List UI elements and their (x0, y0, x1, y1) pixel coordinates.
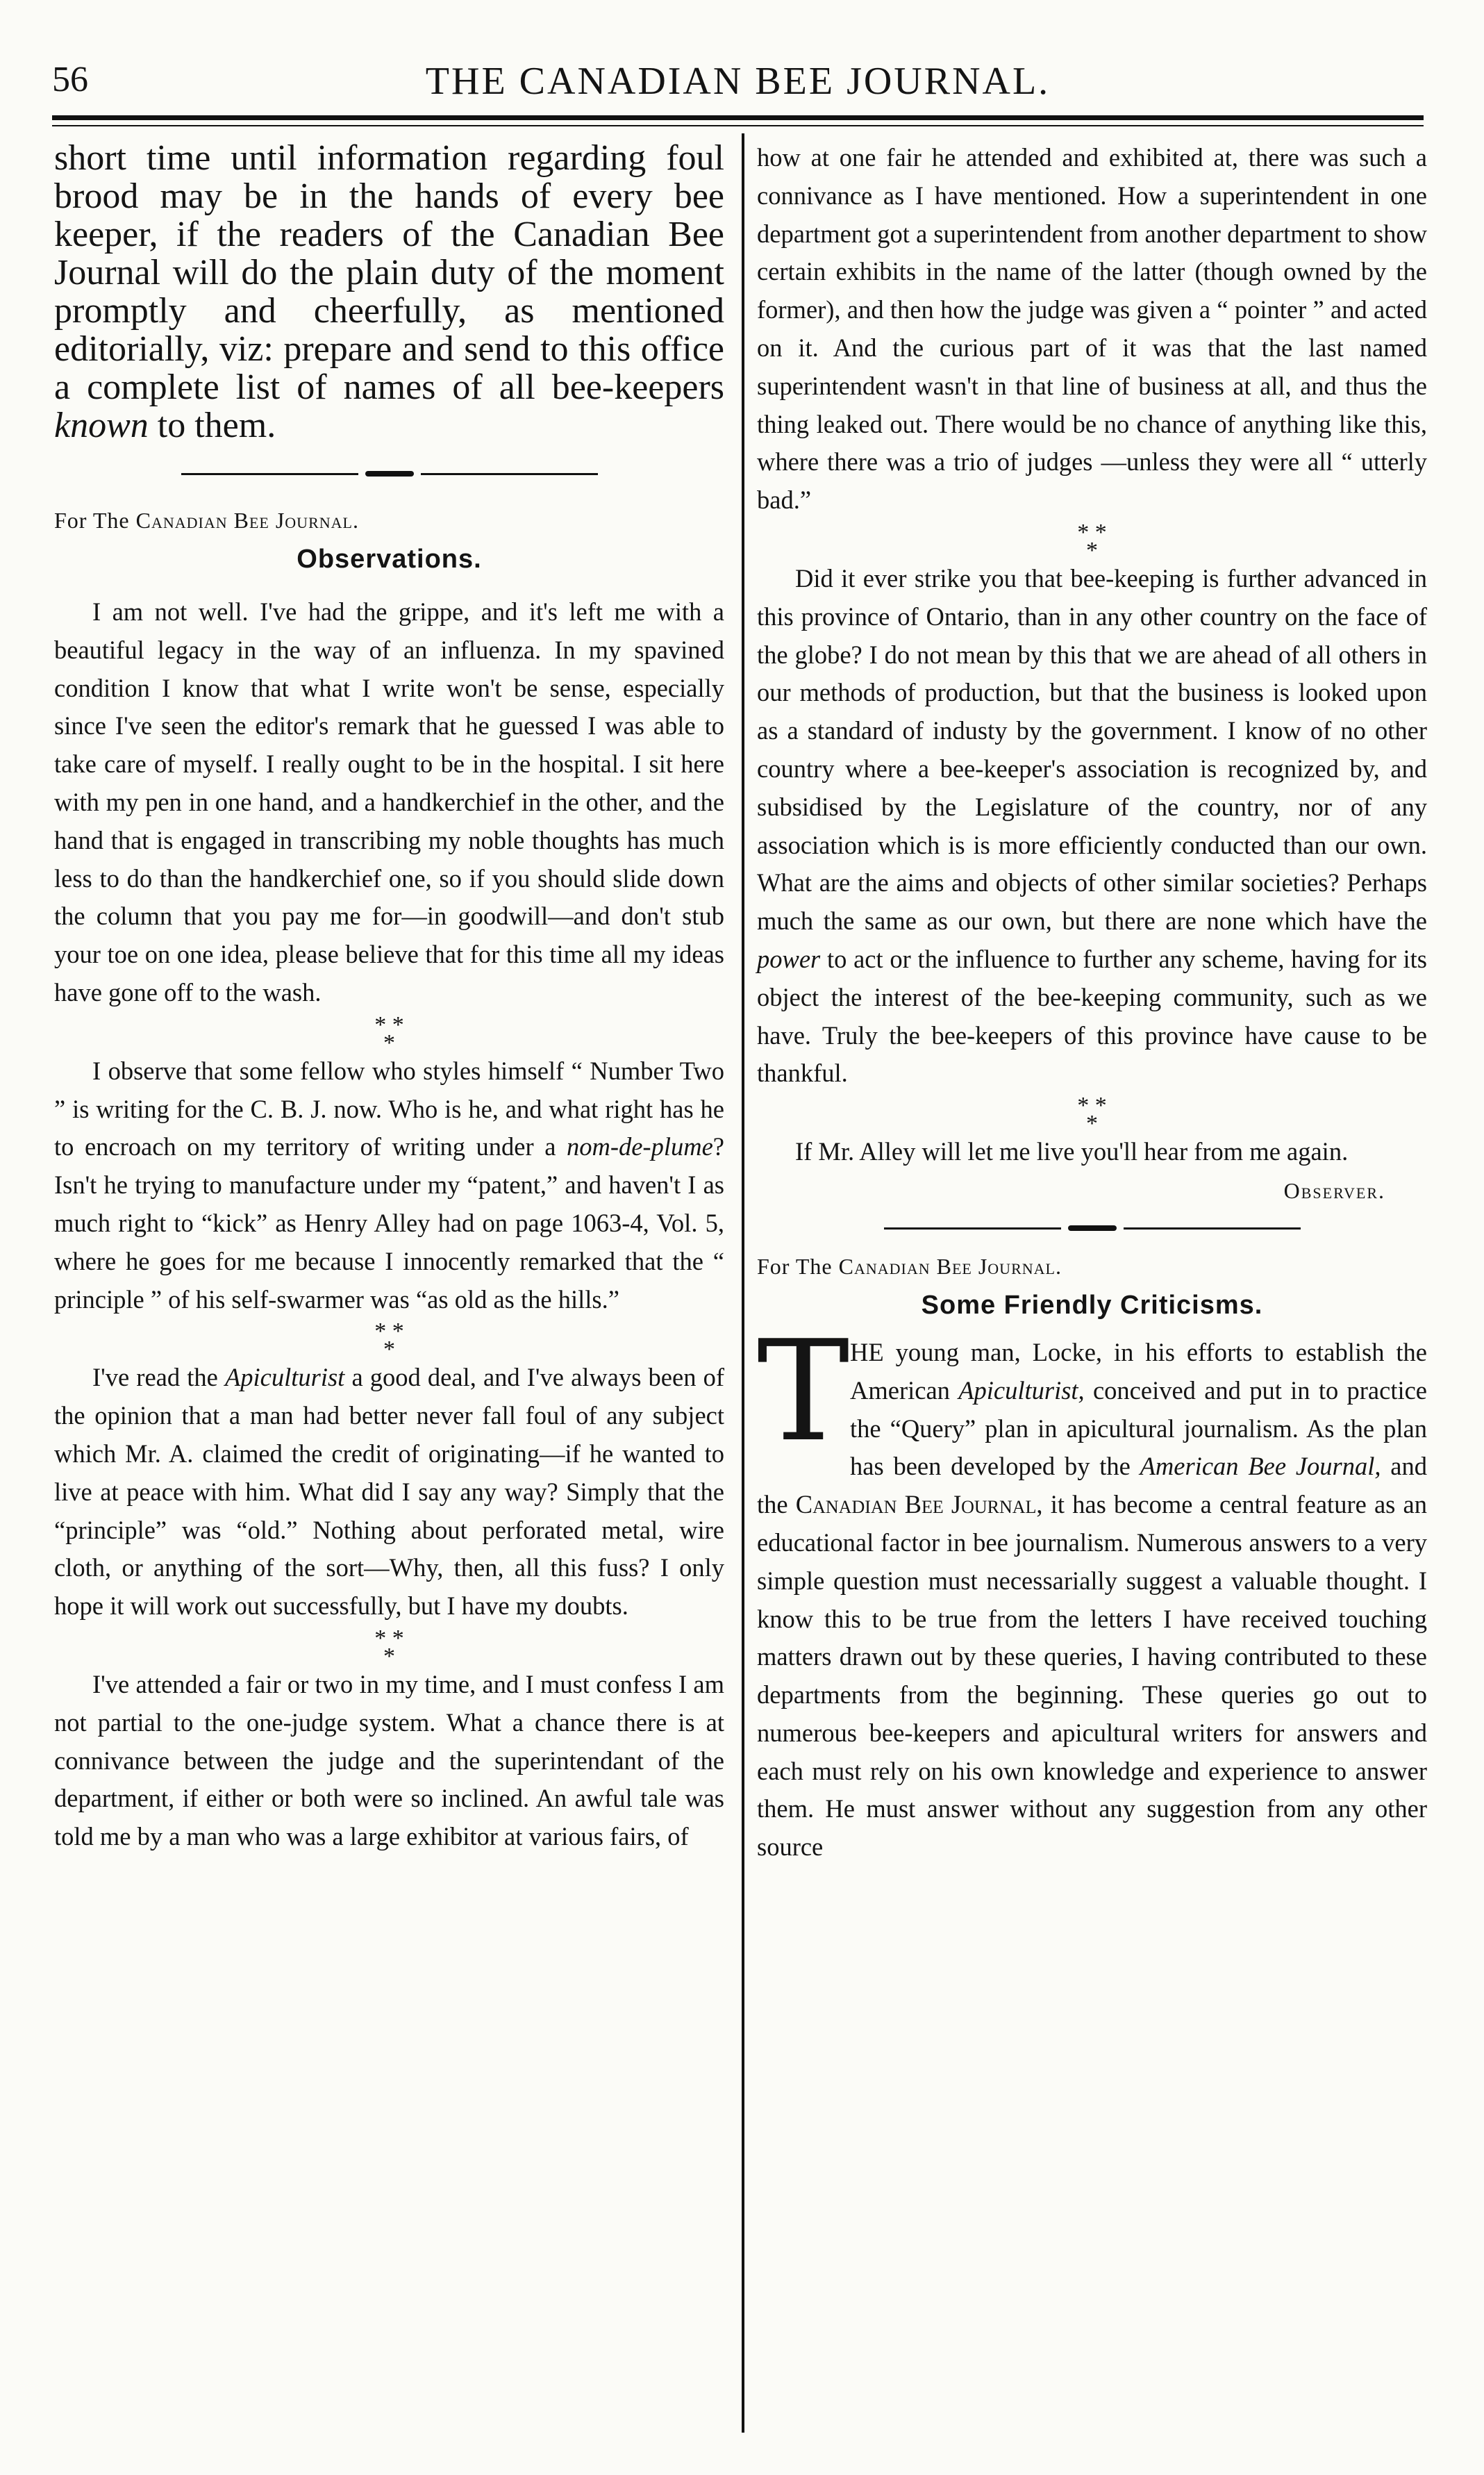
paragraph: I've attended a fair or two in my time, and I must confess I am not partial to the one-judge system. What a chance there is at connivance between the judge and the superintendant of the department, if either or both were so inclined. An awful tale was told me by a man who was a large exhibitor at various fairs, of (54, 1669, 724, 1851)
article-body (757, 1310, 1427, 1866)
star-separator: * * * (374, 1011, 404, 1056)
right-column (757, 139, 1427, 1866)
star-separator: * * * (1077, 519, 1107, 563)
signature: Observer. (1283, 1177, 1385, 1203)
star-separator: * * * (374, 1625, 404, 1669)
paragraph: I am not well. I've had the grippe, and it's left me with a beautiful legacy in the way of an influenza. In my spavined condition I know that what I write won't be sense, especially since I've seen the editor's remark that he guessed I was able to take care of myself. I really ought to be in the hospital. I sit here with my pen in one hand, and a handkerchief in the other, and the hand that is engaged in transcribing my noble thoughts has much less to do than the handkerchief one, so if you should slide down the column that you pay me for—in goodwill—and don't stub your toe on one idea, please believe that for this time all my ideas have gone off to the wash. (54, 597, 724, 1007)
star-separator: * * * (374, 1318, 404, 1363)
header-rule-thick (52, 115, 1424, 120)
byline-source: For The Canadian Bee Journal. (54, 508, 359, 533)
page-header (52, 59, 1424, 115)
journal-title: THE CANADIAN BEE JOURNAL. (425, 60, 1051, 103)
article-title-criticisms: Some Friendly Criticisms. (921, 1290, 1263, 1320)
article-title-observations: Observations. (297, 545, 482, 574)
continued-paragraph: short time until information regarding foul brood may be in the hands of every bee keeper, if the readers of the Canadian Bee Journal will do the plain duty of the moment promptly and cheerfully, as mentioned editorially, viz: prepare and send to this office a complete list of names of all bee-keepers known to them. (54, 138, 724, 445)
drop-cap: T (757, 1310, 850, 1473)
byline-source: For The Canadian Bee Journal. (757, 1253, 1062, 1279)
paragraph: I observe that some fellow who styles himself “ Number Two ” is writing for the C. B. J. now. Who is he, and what right has he to encroach on my territory of writing under a nom-de-plume? Isn't he trying to manufacture under my “patent,” and haven't I as much right to “kick” as Henry Alley had on page 1063-4, Vol. 5, where he goes for me because I innocently remarked that the “ principle ” of his self-swarmer was “as old as the hills.” (54, 1056, 724, 1314)
star-separator: * * * (1077, 1093, 1107, 1137)
header-rule-thin (52, 125, 1424, 126)
page-number: 56 (52, 60, 88, 99)
column-divider (742, 133, 744, 2433)
paragraph: I've read the Apiculturist a good deal, and I've always been of the opinion that a man had better never fall foul of any subject which Mr. A. claimed the credit of originating—if he wanted to live at peace with him. What did I say any way? Simply that the “principle” was “old.” Nothing about perforated metal, wire cloth, or anything of the sort—Why, then, all this fuss? I only hope it will work out successfully, but I have my doubts. (54, 1363, 724, 1621)
section-ornament (181, 460, 598, 488)
section-ornament (884, 1214, 1301, 1242)
paragraph: Did it ever strike you that bee-keeping is further advanced in this province of Ontario, than in any other country on the face of the globe? I do not mean by this that we are ahead of all others in our methods of production, but that the business is looked upon as a standard of industy by the government. I know of no other country where a bee-keeper's association is recognized by, and subsidised by the Legislature of the country, nor of any association which is is more efficiently conducted than our own. What are the aims and objects of other similar societies? Perhaps much the same as our own, but there are none which have the power to act or the influence to further any scheme, having for its object the interest of the bee-keeping community, such as we have. Truly the bee-keepers of this province have cause to be thankful. (757, 563, 1427, 1088)
paragraph: HE young man, Locke, in his efforts to establish the American Apiculturist, conceived and put in to practice the “Query” plan in apicultural journalism. As the plan has been developed by the American Bee Journal, and the Canadian Bee Journal, it has become a central feature as an educational factor in bee journalism. Numerous answers to a very simple question must necessarially suggest a valuable thought. I know this to be true from the letters I have received touching matters drawn out by these queries, I having contributed to these departments from the beginning. These queries go out to numerous bee-keepers and apicultural writers for answers and each must rely on his own knowledge and experience to answer them. He must answer without any suggestion from any other source (757, 1337, 1427, 1862)
paragraph: If Mr. Alley will let me live you'll hear from me again. (795, 1137, 1349, 1166)
left-column (54, 139, 724, 1856)
paragraph: how at one fair he attended and exhibited at, there was such a connivance as I have mentioned. How a superintendent in one department got a superintendent from another department to show certain exhibits in the name of the latter (though owned by the former), and then how the judge was given a “ pointer ” and acted on it. And the curious part of it was that the last named superintendent wasn't in that line of business at all, and thus the thing leaked out. There would be no chance of anything like this, where there was a trio of judges —unless they were all “ utterly bad.” (757, 143, 1427, 515)
